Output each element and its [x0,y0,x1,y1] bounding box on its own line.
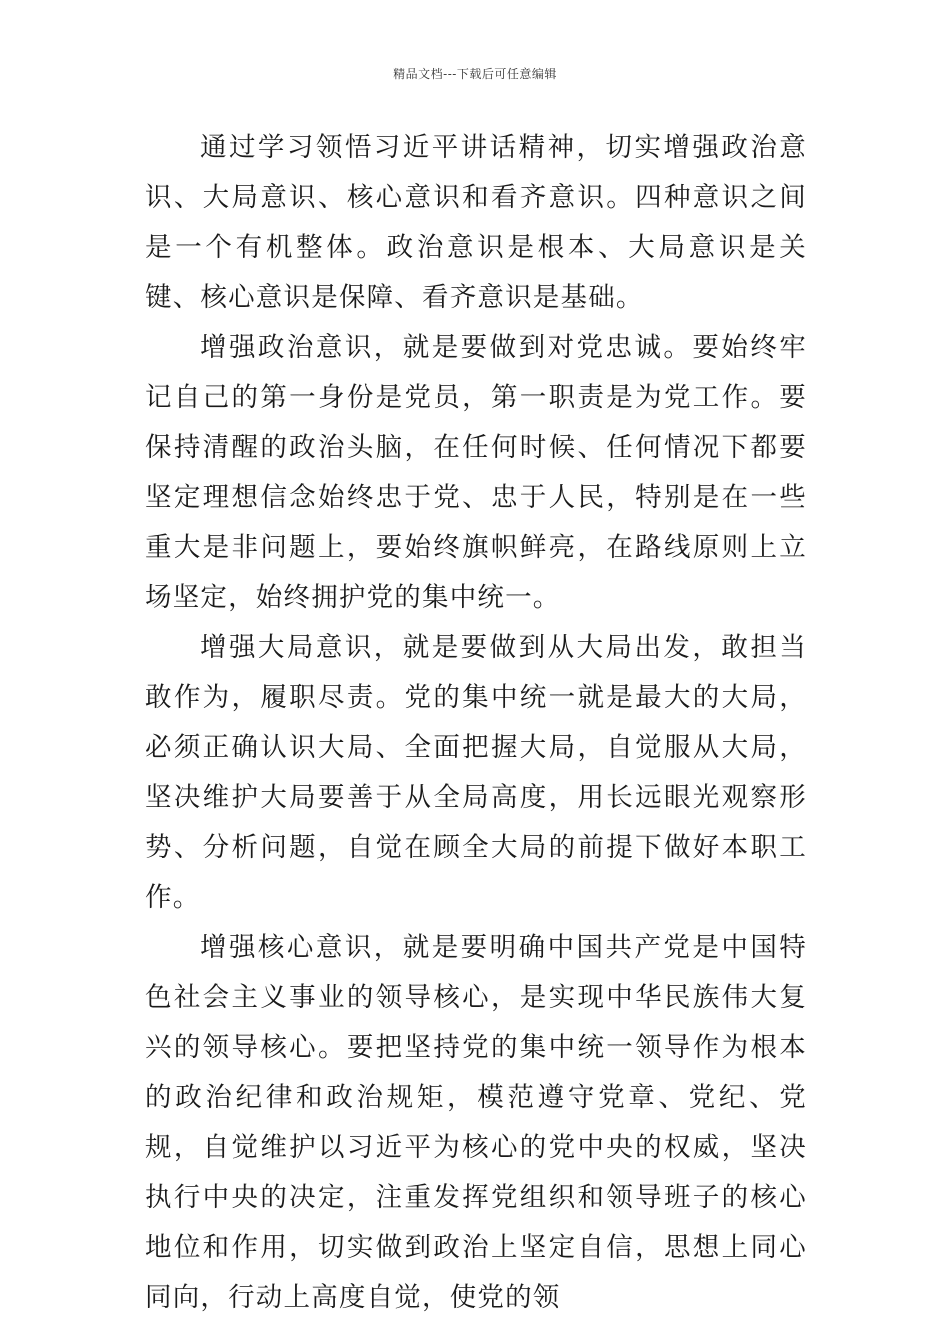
page-header: 精品文档---下载后可任意编辑 [393,67,557,81]
paragraph-3: 增强大局意识，就是要做到从大局出发，敢担当敢作为，履职尽责。党的集中统一就是最大的大局，必须正确认识大局、全面把握大局，自觉服从大局，坚决维护大局要善于从全局高度，用长远眼光观察形势、分析问题，自觉在顾全大局的前提下做好本职工作。 [145,632,807,913]
paragraph-4: 增强核心意识，就是要明确中国共产党是中国特色社会主义事业的领导核心，是实现中华民族伟大复兴的领导核心。要把坚持党的集中统一领导作为根本的政治纪律和政治规矩，模范遵守党章、党纪、党规，自觉维护以习近平为核心的党中央的权威，坚决执行中央的决定，注重发挥党组织和领导班子的核心地位和作用，切实做到政治上坚定自信，思想上同心同向，行动上高度自觉，使党的领 [145,932,807,1313]
paragraph-1: 通过学习领悟习近平讲话精神，切实增强政治意识、大局意识、核心意识和看齐意识。四种意识之间是一个有机整体。政治意识是根本、大局意识是关键、核心意识是保障、看齐意识是基础。 [145,132,807,313]
paragraph-2: 增强政治意识，就是要做到对党忠诚。要始终牢记自己的第一身份是党员，第一职责是为党工作。要保持清醒的政治头脑，在任何时候、任何情况下都要坚定理想信念始终忠于党、忠于人民，特别是在一些重大是非问题上，要始终旗帜鲜亮，在路线原则上立场坚定，始终拥护党的集中统一。 [145,332,807,613]
document-body [145,123,807,1323]
